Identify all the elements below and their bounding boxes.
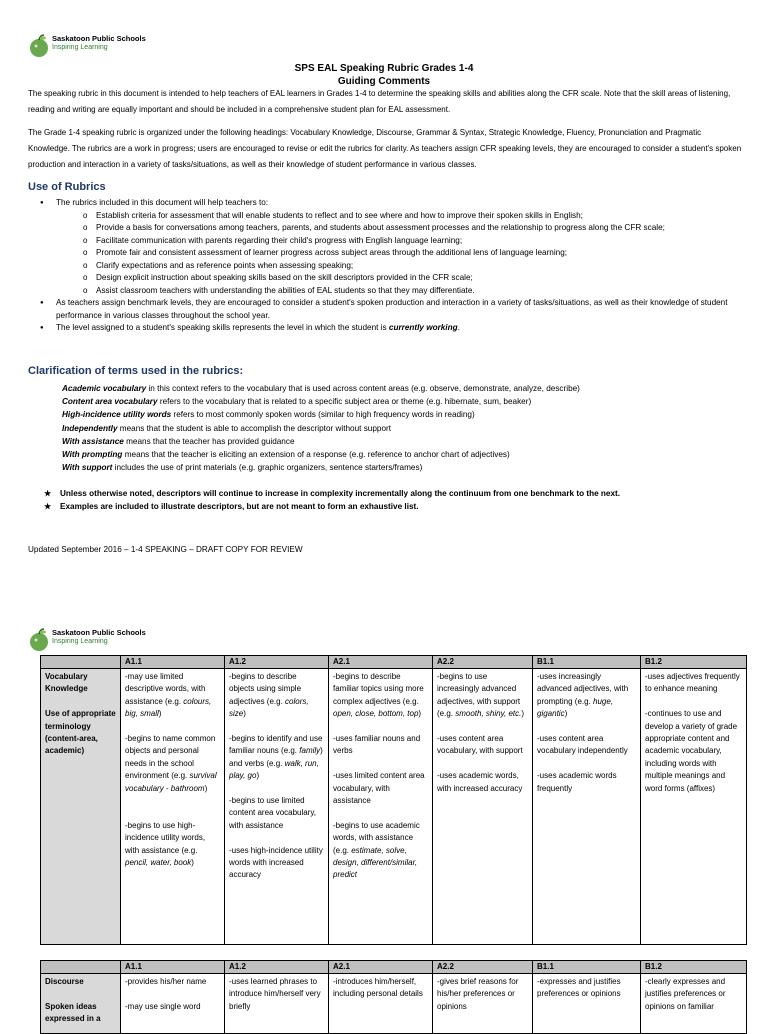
rubric-table-discourse — [40, 960, 747, 1034]
descriptor: -uses academic words, with increased accuracy — [437, 771, 523, 793]
descriptor-cell-b11 — [533, 974, 641, 1034]
example-text: open, close, bottom, top — [333, 709, 419, 719]
row-header-title: Discourse — [45, 977, 84, 986]
term-definition: means that the student is able to accomplish the descriptor without support — [117, 423, 392, 433]
header-cell-level: B1.2 — [641, 961, 747, 974]
descriptor: -expresses and justifies preferences or opinions — [537, 977, 621, 999]
example-text: colors, size — [229, 696, 309, 719]
descriptor-cell-b11 — [533, 669, 641, 945]
term-definition: means that the teacher has provided guidance — [123, 436, 295, 446]
row-header-cell — [41, 974, 121, 1034]
example-text: survival vocabulary - bathroom — [125, 771, 217, 793]
term: With prompting — [62, 450, 123, 460]
descriptor: -continues to use and develop a variety of grade appropriate content and academic vocabulary, including words with multiple meanings and word forms (affixes) — [645, 709, 738, 793]
descriptor-cell-a11 — [121, 669, 225, 945]
term-definition: means that the teacher is eliciting an extension of a response (e.g. reference to anchor chart of adjectives) — [122, 450, 510, 460]
star-note: ★ Unless otherwise noted, descriptors will continue to increase in complexity incrementally along the continuum from one benchmark to the next. — [28, 487, 744, 500]
descriptor: -uses academic words frequently — [537, 771, 617, 793]
header-cell-level: B1.1 — [533, 656, 641, 669]
descriptor-text: -may use limited descriptive words, with assistance (e.g. — [125, 672, 206, 706]
term: With assistance — [62, 436, 124, 446]
term-row — [62, 422, 752, 435]
descriptor-text: -begins to use academic words, with assistance (e.g. — [333, 820, 420, 855]
example-text: estimate, solve, design, different/similar, predict — [333, 845, 418, 880]
row-header-title: Vocabulary Knowledge — [45, 672, 88, 694]
descriptor: -uses content area vocabulary, with support — [437, 734, 523, 756]
descriptor: -uses learned phrases to introduce him/herself very briefly — [229, 977, 321, 1011]
school-logo — [28, 628, 146, 652]
header-cell-level: B1.2 — [641, 656, 747, 669]
header-cell-level: A1.2 — [225, 961, 329, 974]
term-row — [62, 382, 752, 395]
example-text: family — [299, 746, 321, 756]
list-item — [28, 197, 744, 297]
term: High-incidence utility words — [62, 410, 172, 420]
list-item-end: . — [457, 323, 460, 332]
descriptor: -uses adjectives frequently to enhance meaning — [645, 672, 740, 694]
header-cell-level: A2.2 — [433, 961, 533, 974]
descriptor-text: -begins to use increasingly advanced adjectives, with support (e.g. — [437, 672, 521, 719]
descriptor: -uses familiar nouns and verbs — [333, 734, 421, 756]
example-text: walk, run, play, go — [229, 758, 319, 781]
descriptor-end: ) — [158, 709, 162, 719]
descriptor — [125, 733, 220, 795]
use-of-rubrics-heading: Use of Rubrics — [28, 181, 106, 193]
sub-list-item: o Provide a basis for conversations among teachers, parents, and students about assessment processes and the relationship to progress along the CFR scale; — [28, 222, 744, 235]
descriptor-end: ) — [256, 771, 260, 781]
term-definition: refers to the vocabulary that is related to a specific subject area or theme (e.g. hibernate, sum, beaker) — [157, 397, 532, 407]
header-cell-level: A2.2 — [433, 656, 533, 669]
terms-list — [62, 382, 752, 474]
descriptor — [437, 671, 528, 721]
example-text: colours, big, small — [125, 696, 212, 719]
logo-name: Saskatoon Public Schools — [52, 628, 146, 637]
list-item-text: The rubrics included in this document will help teachers to: — [56, 198, 269, 207]
descriptor: -uses content area vocabulary independently — [537, 734, 628, 756]
header-cell-level: A2.1 — [329, 656, 433, 669]
descriptor: -may use single word — [125, 1001, 201, 1011]
list-item-text: The level assigned to a student's speaking skills represents the level in which the student is — [56, 323, 389, 332]
term: Academic vocabulary — [62, 384, 147, 393]
descriptor — [125, 671, 220, 721]
example-text: smooth, shiny, etc. — [455, 709, 522, 719]
descriptor — [537, 671, 636, 721]
header-cell-level: A2.1 — [329, 961, 433, 974]
descriptor-end: ) — [243, 709, 246, 719]
descriptor-text: -begins to use high-incidence utility words, with assistance (e.g. — [125, 820, 206, 855]
descriptor-cell-b12 — [641, 974, 747, 1034]
updated-footer: Updated September 2016 – 1-4 SPEAKING – DRAFT COPY FOR REVIEW — [28, 545, 303, 554]
term: With support — [62, 463, 113, 473]
term-definition: refers to most commonly spoken words (similar to high frequency words in reading) — [171, 410, 475, 420]
descriptor: -introduces him/herself, including personal details — [333, 977, 423, 999]
logo-tagline: Inspiring Learning — [52, 638, 108, 645]
descriptor: -gives brief reasons for his/her preferences or opinions — [437, 977, 519, 1011]
descriptor — [333, 671, 428, 721]
descriptor-text: -begins to describe objects using simple adjectives (e.g. — [229, 672, 302, 706]
descriptor-cell-a22 — [433, 974, 533, 1034]
descriptor-cell-a12 — [225, 669, 329, 945]
list-item — [28, 322, 744, 335]
school-logo — [28, 34, 146, 58]
term-row — [62, 435, 752, 448]
apple-logo-icon — [28, 628, 50, 652]
doc-subtitle: Guiding Comments — [337, 76, 431, 87]
descriptor-cell-a11 — [121, 974, 225, 1034]
table-row — [41, 669, 747, 945]
descriptor-end: ) — [564, 709, 568, 719]
descriptor — [229, 671, 324, 721]
sub-list-item: o Facilitate communication with parents regarding their child's progress with English language learning; — [28, 235, 744, 248]
descriptor-end: ) — [191, 858, 194, 868]
sub-list-item: o Assist classroom teachers with understanding the abilities of EAL students so that they may differentiate. — [28, 285, 744, 298]
descriptor-end: ) — [521, 709, 525, 719]
example-text: huge, gigantic — [537, 696, 614, 719]
row-header-subtitle: Spoken ideas expressed in a — [45, 1001, 101, 1024]
descriptor-cell-a22 — [433, 669, 533, 945]
header-cell-empty — [41, 656, 121, 669]
term-definition: in this context refers to the vocabulary that is used across content areas (e.g. observe, demonstrate, analyze, describe) — [146, 384, 580, 393]
descriptor: -uses high-incidence utility words with increased accuracy — [229, 845, 323, 880]
notes-list — [28, 487, 744, 513]
logo-name: Saskatoon Public Schools — [52, 34, 146, 43]
apple-logo-icon — [28, 34, 50, 58]
descriptor-end: ) — [418, 709, 422, 719]
table-header-row — [41, 656, 747, 669]
descriptor — [125, 820, 220, 870]
term-definition: includes the use of print materials (e.g. graphic organizers, sentence starters/frames) — [112, 463, 423, 473]
list-item: ● As teachers assign benchmark levels, they are encouraged to consider a student's spoken production and interaction in a variety of tasks/situations, as well as their knowledge of student performance in various classes throughout the school year. — [28, 297, 744, 322]
sub-list-item: o Promote fair and consistent assessment of learner progress across subject areas through the additional lens of language learning; — [28, 247, 744, 260]
emphasis-text: currently working — [388, 323, 458, 332]
descriptor-cell-a21 — [329, 669, 433, 945]
descriptor-cell-a21 — [329, 974, 433, 1034]
term-row — [62, 408, 752, 421]
term-row — [62, 448, 752, 461]
example-text: pencil, water, book — [125, 858, 192, 868]
descriptor: -clearly expresses and justifies preferences or opinions on familiar — [645, 977, 726, 1011]
descriptor-text: -uses increasingly advanced adjectives, with prompting (e.g. — [537, 672, 629, 706]
term-row — [62, 395, 752, 408]
term: Independently — [62, 423, 118, 433]
descriptor — [333, 820, 428, 882]
row-header-subtitle: Use of appropriate terminology (content-area, academic) — [45, 709, 116, 756]
sub-list-item: o Clarify expectations and as reference points when assessing speaking; — [28, 260, 744, 273]
clarification-heading: Clarification of terms used in the rubrics: — [28, 365, 244, 377]
star-note: ★ Examples are included to illustrate descriptors, but are not meant to form an exhaustive list. — [28, 500, 744, 513]
descriptor: -uses limited content area vocabulary, with assistance — [333, 771, 425, 806]
header-cell-level: B1.1 — [533, 961, 641, 974]
descriptor: -provides his/her name — [125, 977, 207, 986]
descriptor-cell-a12 — [225, 974, 329, 1034]
term: Content area vocabulary — [62, 397, 158, 407]
descriptor-cell-b12 — [641, 669, 747, 945]
sub-list — [28, 210, 744, 298]
row-header-cell — [41, 669, 121, 945]
header-cell-level: A1.1 — [121, 961, 225, 974]
descriptor: -begins to use limited content area vocabulary, with assistance — [229, 796, 317, 830]
logo-tagline: Inspiring Learning — [52, 44, 108, 51]
descriptor-text: -begins to identify and use familiar nouns (e.g. — [229, 734, 323, 756]
descriptor-text: ) and verbs (e.g. — [229, 746, 323, 768]
intro-paragraph-2: The Grade 1-4 speaking rubric is organized under the following headings: Vocabulary Knowledge, Discourse, Grammar & Syntax, Strategic Knowledge, Fluency, Pronunciation and Pragmatic Knowledge. The rubrics are a work in progress; users are encouraged to revise or edit the rubrics for clarity. As teachers assign CFR speaking levels, they are encouraged to consider a student's spoken production and interaction in a variety of tasks/situations, as well as their knowledge of student performance in various classes. — [28, 128, 742, 169]
intro-paragraph-1: The speaking rubric in this document is intended to help teachers of EAL learners in Grades 1-4 to determine the speaking skills and abilities along the CFR scale. Note that the skill areas of listening, reading and writing are equally important and should be included in a comprehensive student plan for EAL assessment. — [28, 89, 731, 114]
doc-title: SPS EAL Speaking Rubric Grades 1-4 — [294, 63, 474, 74]
sub-list-item: o Design explicit instruction about speaking skills based on the skill descriptors provided in the CFR scale; — [28, 272, 744, 285]
header-cell-empty — [41, 961, 121, 974]
term-row — [62, 461, 752, 474]
header-cell-level: A1.1 — [121, 656, 225, 669]
descriptor-text: -begins to describe familiar topics using more complex adjectives (e.g. — [333, 672, 424, 706]
sub-list-item: o Establish criteria for assessment that will enable students to reflect and to see where and how to improve their spoken skills in English; — [28, 210, 744, 223]
descriptor — [229, 733, 324, 783]
header-cell-level: A1.2 — [225, 656, 329, 669]
descriptor-end: ) — [204, 783, 208, 793]
rubric-table-vocabulary — [40, 655, 747, 945]
descriptor-text: -begins to name common objects and personal needs in the school environment (e.g. — [125, 734, 216, 781]
table-row — [41, 974, 747, 1034]
use-of-rubrics-list — [28, 197, 744, 335]
table-header-row — [41, 961, 747, 974]
